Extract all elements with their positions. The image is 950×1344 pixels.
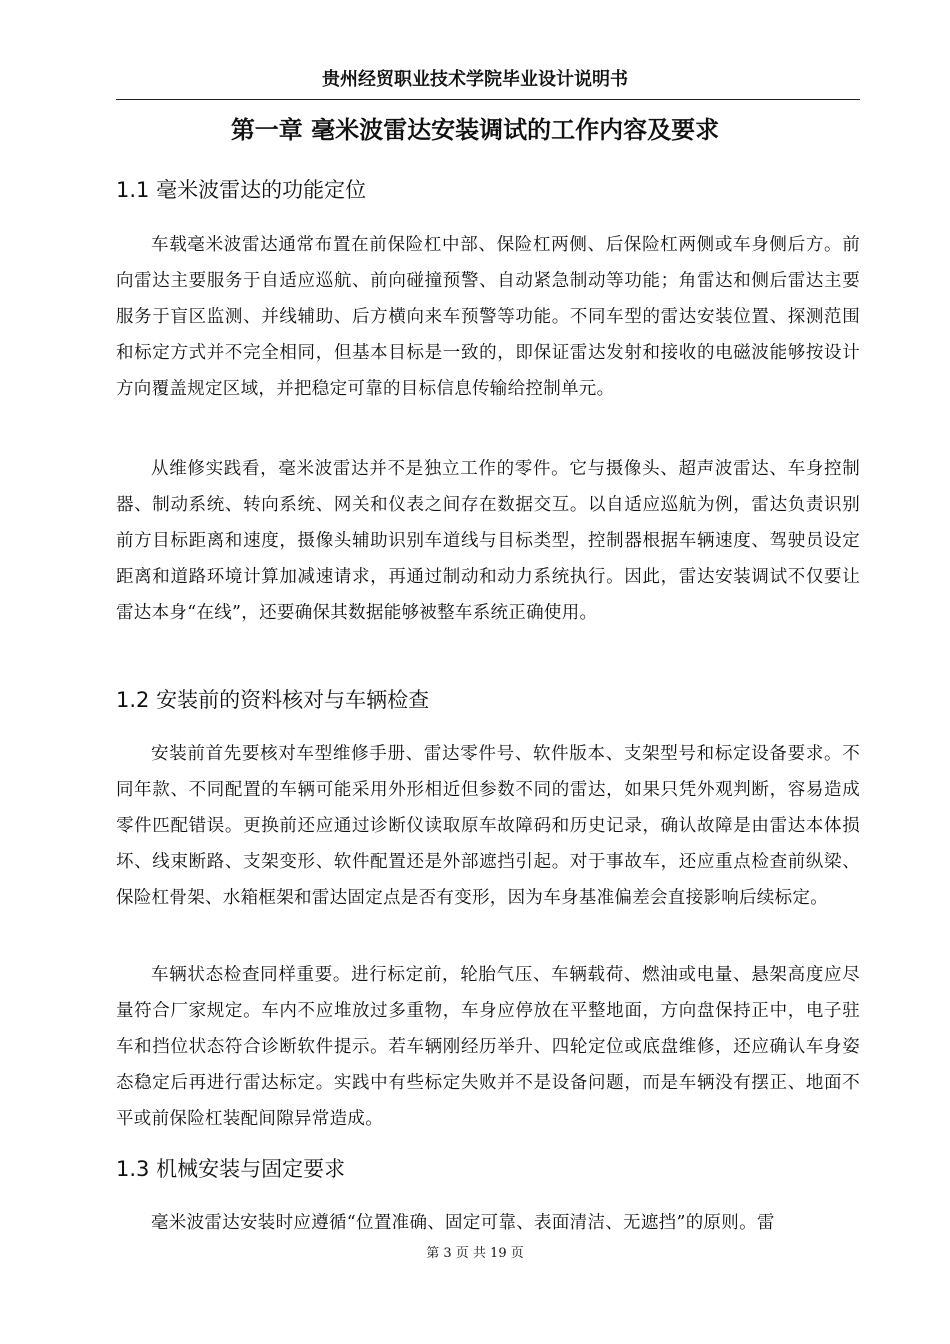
section-heading-1-2: 1.2 安装前的资料核对与车辆检查	[116, 688, 430, 712]
body-paragraph: 车辆状态检查同样重要。进行标定前，轮胎气压、车辆载荷、燃油或电量、悬架高度应尽量符合厂家规定。车内不应堆放过多重物，车身应停放在平整地面，方向盘保持正中，电子驻车和挡位状态符合诊断软件提示。若车辆刚经历举升、四轮定位或底盘维修，还应确认车身姿态稳定后再进行雷达标定。实践中有些标定失败并不是设备问题，而是车辆没有摆正、地面不平或前保险杠装配间隙异常造成。	[116, 965, 860, 1129]
section-heading-1-1: 1.1 毫米波雷达的功能定位	[116, 178, 367, 202]
page-number: 第 3 页 共 19 页	[426, 1246, 524, 1261]
body-paragraph: 毫米波雷达安装时应遵循“位置准确、固定可靠、表面清洁、无遮挡”的原则。雷	[151, 1213, 775, 1233]
body-paragraph: 安装前首先要核对车型维修手册、雷达零件号、软件版本、支架型号和标定设备要求。不同年款、不同配置的车辆可能采用外形相近但参数不同的雷达，如果只凭外观判断，容易造成零件匹配错误。更换前还应通过诊断仪读取原车故障码和历史记录，确认故障是由雷达本体损坏、线束断路、支架变形、软件配置还是外部遮挡引起。对于事故车，还应重点检查前纵梁、保险杠骨架、水箱框架和雷达固定点是否有变形，因为车身基准偏差会直接影响后续标定。	[116, 744, 860, 908]
chapter-title: 第一章 毫米波雷达安装调试的工作内容及要求	[230, 116, 720, 144]
running-header: 贵州经贸职业技术学院毕业设计说明书	[322, 69, 628, 90]
body-paragraph: 车载毫米波雷达通常布置在前保险杠中部、保险杠两侧、后保险杠两侧或车身侧后方。前向雷达主要服务于自适应巡航、前向碰撞预警、自动紧急制动等功能；角雷达和侧后雷达主要服务于盲区监测、并线辅助、后方横向来车预警等功能。不同车型的雷达安装位置、探测范围和标定方式并不完全相同，但基本目标是一致的，即保证雷达发射和接收的电磁波能够按设计方向覆盖规定区域，并把稳定可靠的目标信息传输给控制单元。	[116, 235, 860, 399]
section-heading-1-3: 1.3 机械安装与固定要求	[116, 1157, 346, 1181]
body-paragraph: 从维修实践看，毫米波雷达并不是独立工作的零件。它与摄像头、超声波雷达、车身控制器、制动系统、转向系统、网关和仪表之间存在数据交互。以自适应巡航为例，雷达负责识别前方目标距离和速度，摄像头辅助识别车道线与目标类型，控制器根据车辆速度、驾驶员设定距离和道路环境计算加减速请求，再通过制动和动力系统执行。因此，雷达安装调试不仅要让雷达本身“在线”，还要确保其数据能够被整车系统正确使用。	[116, 459, 860, 623]
header-divider	[116, 99, 860, 100]
